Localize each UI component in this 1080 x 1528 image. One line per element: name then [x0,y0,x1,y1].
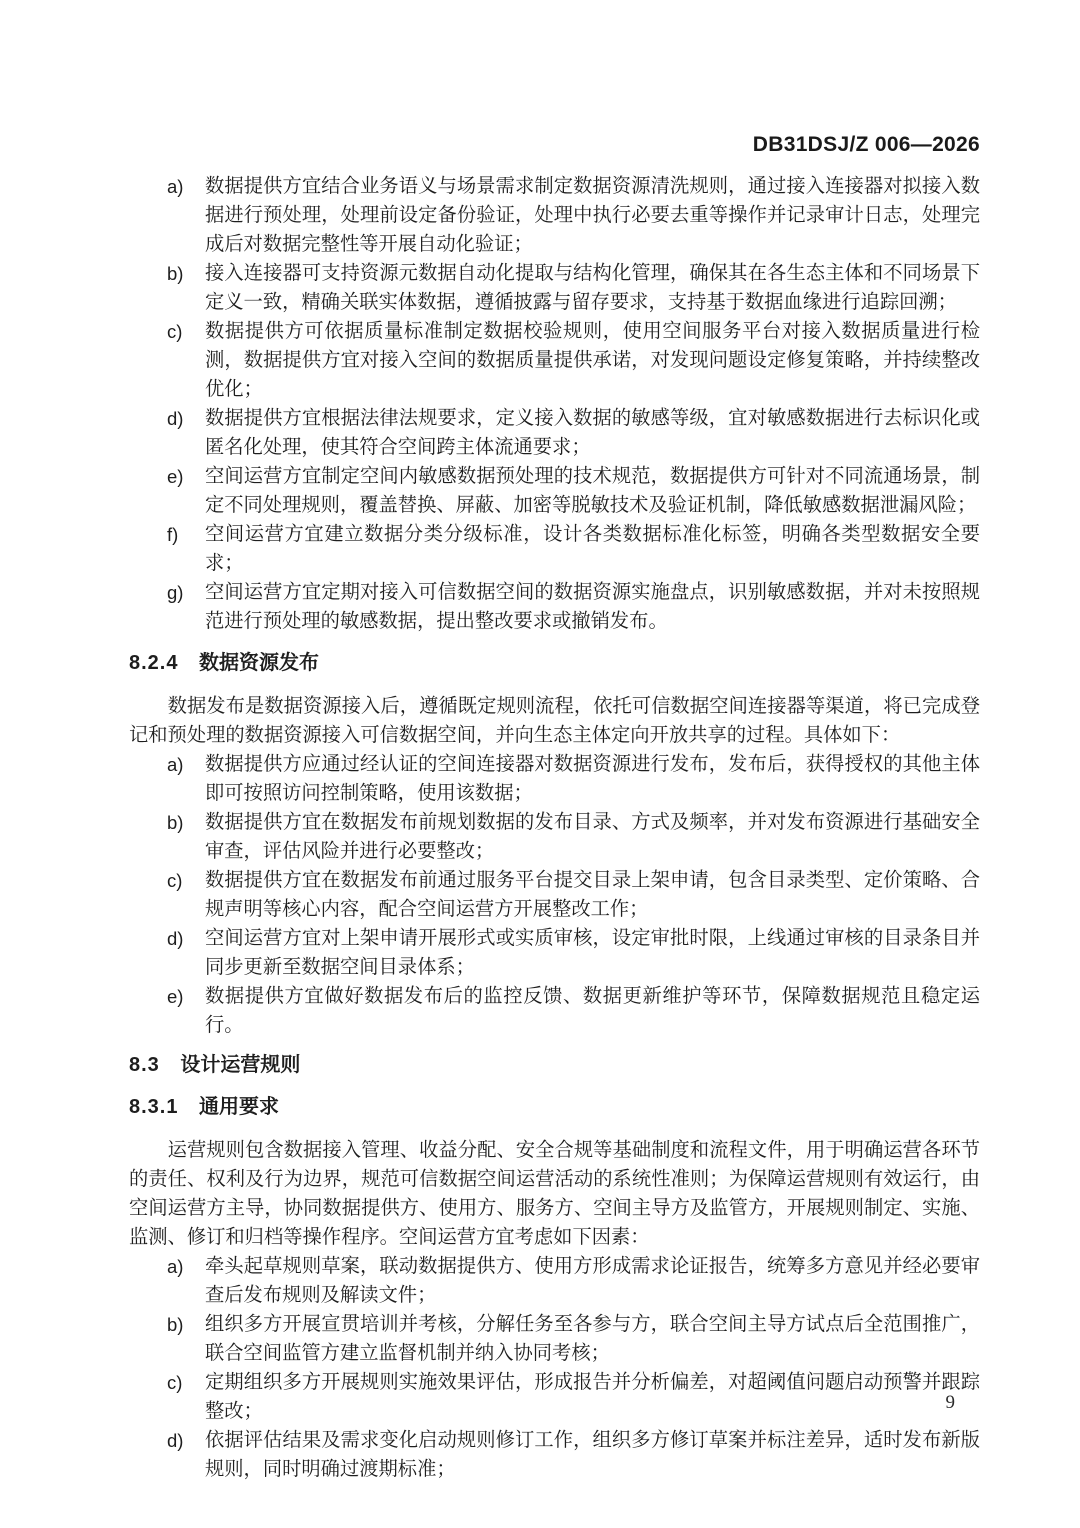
clause-item [129,924,980,982]
clause-item-text: 数据提供方应通过经认证的空间连接器对数据资源进行发布，发布后，获得授权的其他主体即可按照访问控制策略，使用该数据； [205,754,980,804]
clause-item-label: b) [167,1314,184,1335]
clause-item [129,1426,980,1484]
clause-item-text: 数据提供方宜在数据发布前规划数据的发布目录、方式及频率，并对发布资源进行基础安全审查，评估风险并进行必要整改； [205,812,980,862]
paragraph-data-publish-intro: 数据发布是数据资源接入后，遵循既定规则流程，依托可信数据空间连接器等渠道，将已完成登记和预处理的数据资源接入可信数据空间，并向生态主体定向开放共享的过程。具体如下： [129,696,980,746]
clause-item-label: e) [167,986,184,1007]
clause-item [129,866,980,924]
clause-item [129,808,980,866]
clause-item-text: 依据评估结果及需求变化启动规则修订工作，组织多方修订草案并标注差异，适时发布新版规则，同时明确过渡期标准； [205,1430,980,1480]
clause-item-label: d) [167,928,184,949]
section-title: 数据资源发布 [199,652,320,674]
clause-item-text: 空间运营方宜制定空间内敏感数据预处理的技术规范，数据提供方可针对不同流通场景，制定不同处理规则，覆盖替换、屏蔽、加密等脱敏技术及验证机制，降低敏感数据泄漏风险； [205,466,980,516]
clause-item-text: 数据提供方宜结合业务语义与场景需求制定数据资源清洗规则，通过接入连接器对拟接入数据进行预处理，处理前设定备份验证，处理中执行必要去重等操作并记录审计日志，处理完成后对数据完整性等开展自动化验证； [205,176,980,255]
clause-item [129,1310,980,1368]
clause-item-label: e) [167,466,184,487]
clause-item-text: 数据提供方宜根据法律法规要求，定义接入数据的敏感等级，宜对敏感数据进行去标识化或匿名化处理，使其符合空间跨主体流通要求； [205,408,980,458]
clause-list-data-preprocessing [129,172,980,636]
clause-item [129,520,980,578]
page-content [129,172,980,1484]
clause-item [129,259,980,317]
clause-item-label: a) [167,1256,184,1277]
clause-item-text: 牵头起草规则草案，联动数据提供方、使用方形成需求论证报告，统筹多方意见并经必要审查后发布规则及解读文件； [205,1256,980,1306]
clause-item-text: 定期组织多方开展规则实施效果评估，形成报告并分析偏差，对超阈值问题启动预警并跟踪整改； [205,1372,980,1422]
section-heading-8-3 [129,1052,980,1078]
section-number: 8.3.1 [129,1096,179,1118]
clause-item-label: a) [167,754,184,775]
clause-item-text: 数据提供方宜做好数据发布后的监控反馈、数据更新维护等环节，保障数据规范且稳定运行。 [205,986,980,1036]
document-code: DB31DSJ/Z 006—2026 [752,133,980,156]
clause-item [129,578,980,636]
section-number: 8.3 [129,1054,160,1076]
clause-item-label: g) [167,582,184,603]
clause-item [129,982,980,1040]
clause-item [129,1368,980,1426]
clause-item-text: 空间运营方宜建立数据分类分级标准，设计各类数据标准化标签，明确各类型数据安全要求； [205,524,980,574]
clause-item-label: c) [167,1372,183,1393]
clause-item-label: a) [167,176,184,197]
clause-item [129,317,980,404]
section-number: 8.2.4 [129,652,179,674]
clause-item-label: c) [167,870,183,891]
section-title: 设计运营规则 [180,1054,301,1076]
clause-item-label: f) [167,524,179,545]
clause-list-operation-rules [129,1252,980,1484]
clause-list-data-publish [129,750,980,1040]
clause-item [129,1252,980,1310]
clause-item-label: c) [167,321,183,342]
clause-item-text: 空间运营方宜对上架申请开展形式或实质审核，设定审批时限，上线通过审核的目录条目并同步更新至数据空间目录体系； [205,928,980,978]
page-number: 9 [945,1392,955,1413]
clause-item-text: 数据提供方宜在数据发布前通过服务平台提交目录上架申请，包含目录类型、定价策略、合规声明等核心内容，配合空间运营方开展整改工作； [205,870,980,920]
section-title: 通用要求 [199,1096,280,1118]
clause-item-label: b) [167,812,184,833]
clause-item-text: 数据提供方可依据质量标准制定数据校验规则，使用空间服务平台对接入数据质量进行检测，数据提供方宜对接入空间的数据质量提供承诺，对发现问题设定修复策略，并持续整改优化； [205,321,980,400]
section-heading-8-2-4 [129,650,980,676]
clause-item-text: 接入连接器可支持资源元数据自动化提取与结构化管理，确保其在各生态主体和不同场景下定义一致，精确关联实体数据，遵循披露与留存要求，支持基于数据血缘进行追踪回溯； [205,263,980,313]
clause-item [129,404,980,462]
clause-item-label: d) [167,1430,184,1451]
section-heading-8-3-1 [129,1094,980,1120]
clause-item-text: 空间运营方宜定期对接入可信数据空间的数据资源实施盘点，识别敏感数据，并对未按照规范进行预处理的敏感数据，提出整改要求或撤销发布。 [205,582,980,632]
clause-item [129,750,980,808]
clause-item [129,462,980,520]
clause-item [129,172,980,259]
clause-item-label: b) [167,263,184,284]
clause-item-text: 组织多方开展宣贯培训并考核，分解任务至各参与方，联合空间主导方试点后全范围推广，联合空间监管方建立监督机制并纳入协同考核； [205,1314,980,1364]
clause-item-label: d) [167,408,184,429]
paragraph-operation-rules-intro: 运营规则包含数据接入管理、收益分配、安全合规等基础制度和流程文件，用于明确运营各环节的责任、权利及行为边界，规范可信数据空间运营活动的系统性准则；为保障运营规则有效运行，由空间运营方主导，协同数据提供方、使用方、服务方、空间主导方及监管方，开展规则制定、实施、监测、修订和归档等操作程序。空间运营方宜考虑如下因素： [129,1140,980,1248]
